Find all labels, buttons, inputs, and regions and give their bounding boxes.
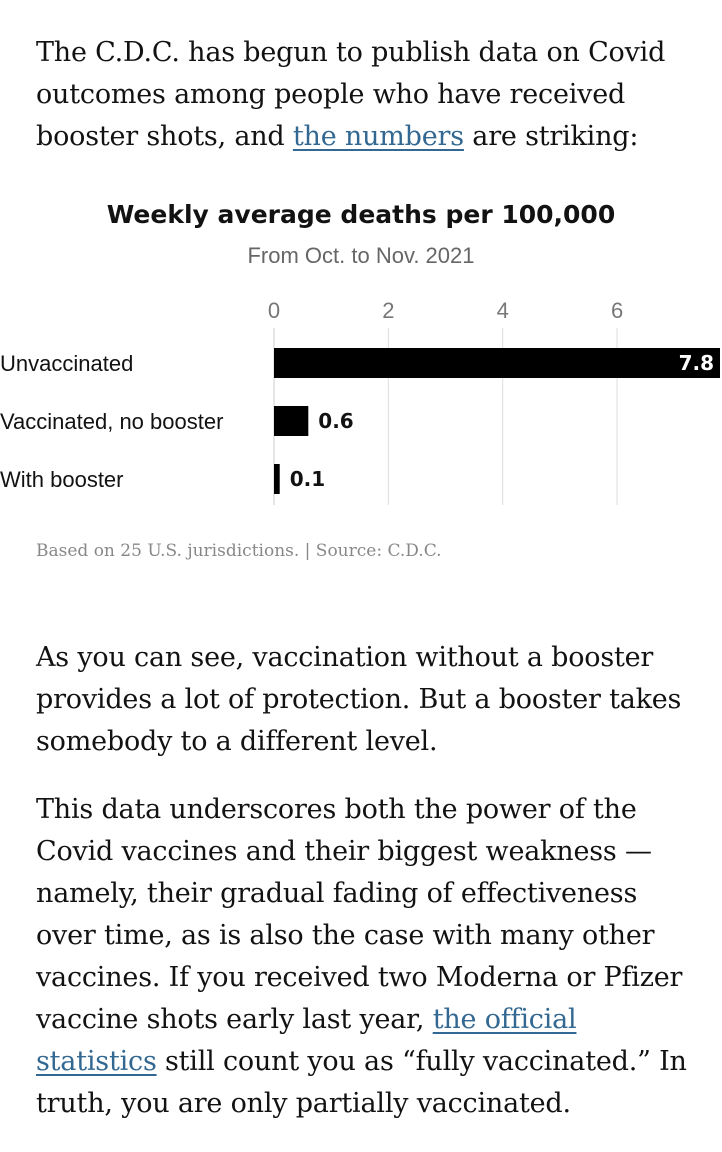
body-paragraph-2 <box>36 789 696 1125</box>
chart-title: Weekly average deaths per 100,000 <box>106 200 616 229</box>
value-label: 0.1 <box>289 467 326 491</box>
category-label: Vaccinated, no booster <box>0 409 224 434</box>
chart-source-note: Based on 25 U.S. jurisdictions. | Source: C.D.C. <box>36 541 442 561</box>
bar-chart <box>0 290 722 520</box>
the-numbers-link[interactable]: the numbers <box>292 121 464 152</box>
intro-text-start: The C.D.C. has begun to publish data on Covid outcomes among people who have received booster shots, and <box>36 37 666 152</box>
value-label: 0.6 <box>318 409 354 433</box>
value-label: 7.8 <box>678 351 714 375</box>
chart-subtitle: From Oct. to Nov. 2021 <box>247 243 475 268</box>
x-tick-label: 2 <box>382 298 395 323</box>
x-tick-label: 0 <box>267 298 281 323</box>
bar <box>274 464 280 494</box>
category-label: With booster <box>0 467 124 492</box>
official-statistics-link[interactable]: the official statistics <box>36 1004 577 1077</box>
intro-paragraph <box>36 32 696 158</box>
body-text-end: still count you as “fully vaccinated.” In truth, you are only partially vaccinated. <box>36 1046 687 1119</box>
x-tick-label: 4 <box>496 298 509 323</box>
bar <box>274 406 308 436</box>
bar <box>274 348 720 378</box>
body-paragraph-1: As you can see, vaccination without a booster provides a lot of protection. But a booster takes somebody to a different level. <box>36 642 682 757</box>
category-label: Unvaccinated <box>0 351 134 376</box>
intro-text-end: are striking: <box>463 121 639 152</box>
body-text-start: This data underscores both the power of the Covid vaccines and their biggest weakness — namely, their gradual fading of effectiveness over time, as is also the case with many other vaccines. If you received two Moderna or Pfizer vaccine shots early last year, <box>36 794 683 1035</box>
x-tick-label: 6 <box>610 298 624 323</box>
